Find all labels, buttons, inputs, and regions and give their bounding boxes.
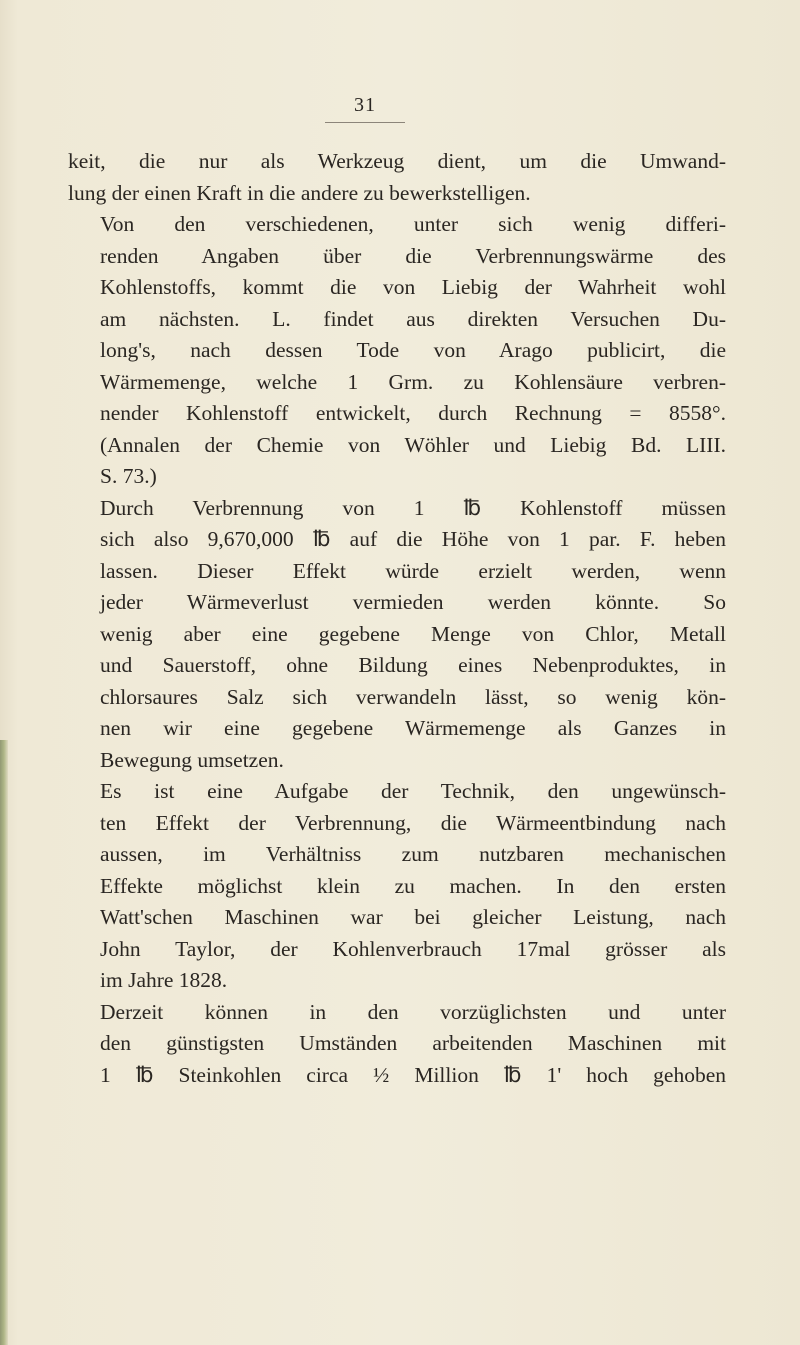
paragraph: [68, 776, 726, 997]
text-line: jeder Wärmeverlust vermieden werden könnte. So: [100, 590, 726, 614]
paragraph: [68, 209, 726, 493]
text-line: lung der einen Kraft in die andere zu bewerkstelligen.: [68, 180, 531, 205]
text-line: Von den verschiedenen, unter sich wenig differi-: [100, 212, 726, 236]
text-line: Wärmemenge, welche 1 Grm. zu Kohlensäure verbren-: [100, 369, 726, 394]
header-rule: [325, 122, 405, 123]
text-line: Kohlenstoffs, kommt die von Liebig der Wahrheit wohl: [100, 275, 726, 299]
text-line: und Sauerstoff, ohne Bildung eines Nebenproduktes, in: [100, 653, 726, 677]
text-line: den günstigsten Umständen arbeitenden Maschinen mit: [100, 1031, 726, 1055]
text-line: wenig aber eine gegebene Menge von Chlor, Metall: [100, 621, 726, 646]
paragraph: [68, 146, 726, 209]
text-line: Effekte möglichst klein zu machen. In den ersten: [100, 873, 726, 898]
text-line: chlorsaures Salz sich verwandeln lässt, so wenig kön-: [100, 684, 726, 709]
paragraph: [68, 997, 726, 1092]
page-number: 31: [354, 94, 376, 116]
text-line: aussen, im Verhältniss zum nutzbaren mechanischen: [100, 842, 726, 866]
text-line: keit, die nur als Werkzeug dient, um die Umwand-: [68, 149, 726, 173]
page-edge-shadow: [0, 740, 8, 1345]
text-line: (Annalen der Chemie von Wöhler und Liebig Bd. LIII.: [100, 432, 726, 457]
text-line: ten Effekt der Verbrennung, die Wärmeentbindung nach: [100, 810, 726, 835]
body-text: [68, 146, 726, 1091]
text-line: sich also 9,670,000 ℔ auf die Höhe von 1 par. F. heben: [100, 527, 726, 551]
text-line: John Taylor, der Kohlenverbrauch 17mal grösser als: [100, 936, 726, 961]
text-line: im Jahre 1828.: [100, 968, 228, 992]
text-line: Durch Verbrennung von 1 ℔ Kohlenstoff müssen: [100, 495, 726, 520]
text-line: S. 73.): [100, 464, 157, 488]
paragraph: [68, 493, 726, 777]
text-line: nen wir eine gegebene Wärmemenge als Ganzes in: [100, 716, 726, 740]
text-line: am nächsten. L. findet aus direkten Versuchen Du-: [100, 306, 726, 331]
text-line: lassen. Dieser Effekt würde erzielt werden, wenn: [100, 558, 726, 583]
text-line: renden Angaben über die Verbrennungswärme des: [100, 243, 726, 268]
text-line: long's, nach dessen Tode von Arago publicirt, die: [100, 338, 726, 362]
text-line: nender Kohlenstoff entwickelt, durch Rechnung = 8558°.: [100, 401, 726, 425]
text-line: 1 ℔ Steinkohlen circa ½ Million ℔ 1' hoch gehoben: [100, 1062, 726, 1087]
text-line: Bewegung umsetzen.: [100, 747, 284, 772]
text-line: Es ist eine Aufgabe der Technik, den ungewünsch-: [100, 779, 726, 803]
text-line: Watt'schen Maschinen war bei gleicher Leistung, nach: [100, 905, 726, 929]
text-line: Derzeit können in den vorzüglichsten und unter: [100, 999, 726, 1024]
